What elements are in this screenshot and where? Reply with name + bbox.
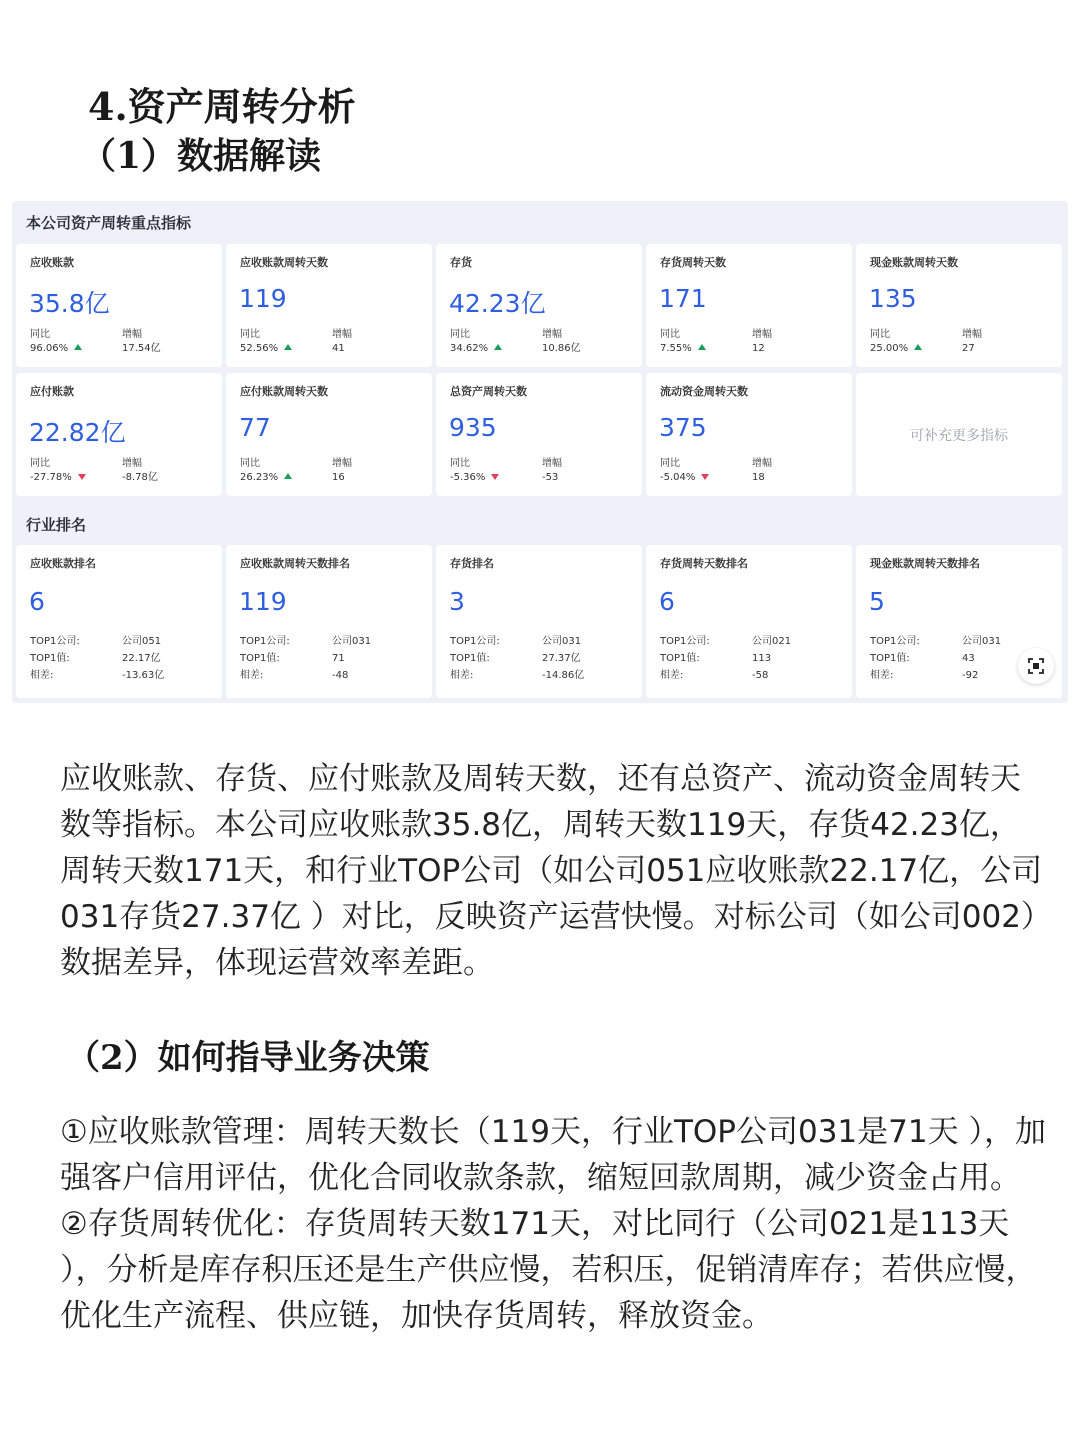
kpi-label: 存货周转天数 <box>660 256 726 269</box>
ranking-keys <box>450 633 500 684</box>
yoy-label: 同比 <box>870 329 890 340</box>
yoy-row <box>660 471 709 485</box>
yoy-value: 25.00% <box>870 343 909 354</box>
decision-item-receivables: ①应收账款管理：周转天数长（119天，行业TOP公司031是71天 ），加强客户信用评估，优化合同收款条款，缩短回款周期，减少资金占用。 <box>60 1114 1046 1196</box>
top-company-label: TOP1公司: <box>870 636 920 647</box>
arrow-up-icon <box>494 344 502 350</box>
kpi-value: 135 <box>869 284 917 313</box>
diff-value: -92 <box>962 670 979 681</box>
top-value: 27.37亿 <box>542 653 581 664</box>
kpi-card <box>436 373 642 496</box>
kpi-value: 375 <box>659 413 707 442</box>
yoy-value: 96.06% <box>30 343 69 354</box>
diff-value: -58 <box>752 670 769 681</box>
yoy-label: 同比 <box>660 329 680 340</box>
top-company: 公司031 <box>332 636 372 647</box>
yoy-value: 34.62% <box>450 343 489 354</box>
kpi-card <box>646 373 852 496</box>
kpi-card <box>436 244 642 367</box>
arrow-up-icon <box>698 344 706 350</box>
diff-label: 相差: <box>870 670 894 681</box>
kpi-label: 应付账款 <box>30 385 74 398</box>
increase-value: 41 <box>332 343 345 354</box>
kpi-increase <box>542 457 562 485</box>
kpi-increase <box>752 328 772 356</box>
ranking-keys <box>660 633 710 684</box>
increase-label: 增幅 <box>122 458 142 469</box>
yoy-row <box>450 471 499 485</box>
ranking-values <box>122 633 164 684</box>
kpi-label: 应收账款周转天数 <box>240 256 328 269</box>
yoy-value: 52.56% <box>240 343 279 354</box>
kpi-increase <box>542 328 581 356</box>
ranking-label: 应收账款周转天数排名 <box>240 557 350 570</box>
increase-value: 12 <box>752 343 765 354</box>
top-company-label: TOP1公司: <box>660 636 710 647</box>
top-value-label: TOP1值: <box>30 653 70 664</box>
diff-label: 相差: <box>240 670 264 681</box>
top-value: 43 <box>962 653 975 664</box>
kpi-yoy <box>450 457 499 485</box>
ranking-row <box>16 545 1062 698</box>
increase-value: -8.78亿 <box>122 472 158 483</box>
kpi-yoy <box>660 328 706 356</box>
kpi-value: 22.82亿 <box>29 418 126 447</box>
ranking-value: 3 <box>449 587 465 616</box>
ranking-values <box>332 633 371 684</box>
arrow-down-icon <box>701 474 709 480</box>
yoy-label: 同比 <box>240 329 260 340</box>
top-company: 公司051 <box>122 636 162 647</box>
increase-value: 10.86亿 <box>542 343 581 354</box>
top-company-label: TOP1公司: <box>450 636 500 647</box>
ranking-label: 存货排名 <box>450 557 494 570</box>
kpi-card <box>646 244 852 367</box>
yoy-row <box>240 342 292 356</box>
arrow-up-icon <box>284 344 292 350</box>
kpi-card <box>226 244 432 367</box>
placeholder-card: 可补充更多指标 <box>856 373 1062 496</box>
kpi-yoy <box>30 457 86 485</box>
increase-value: 16 <box>332 472 345 483</box>
yoy-label: 同比 <box>450 458 470 469</box>
diff-label: 相差: <box>450 670 474 681</box>
increase-label: 增幅 <box>332 458 352 469</box>
ranking-keys <box>240 633 290 684</box>
yoy-row <box>660 342 706 356</box>
increase-label: 增幅 <box>542 329 562 340</box>
ranking-value: 6 <box>29 587 45 616</box>
increase-value: 18 <box>752 472 765 483</box>
ranking-keys <box>30 633 80 684</box>
kpi-row-1 <box>16 244 1062 367</box>
increase-label: 增幅 <box>122 329 142 340</box>
kpi-yoy <box>240 328 292 356</box>
kpi-increase <box>752 457 772 485</box>
kpi-card <box>226 373 432 496</box>
kpi-label: 存货 <box>450 256 472 269</box>
kpi-increase <box>332 457 352 485</box>
increase-value: 27 <box>962 343 975 354</box>
yoy-value: -5.36% <box>450 472 486 483</box>
yoy-row <box>450 342 502 356</box>
scan-button[interactable] <box>1018 648 1054 684</box>
ranking-card <box>16 545 222 698</box>
yoy-row <box>240 471 292 485</box>
diff-label: 相差: <box>660 670 684 681</box>
top-company-label: TOP1公司: <box>240 636 290 647</box>
ranking-label: 存货周转天数排名 <box>660 557 748 570</box>
top-value: 71 <box>332 653 345 664</box>
arrow-up-icon <box>914 344 922 350</box>
ranking-values <box>542 633 584 684</box>
subheading-business-decisions: （2）如何指导业务决策 <box>66 1038 430 1078</box>
kpi-increase <box>962 328 982 356</box>
ranking-value: 5 <box>869 587 885 616</box>
top-company-label: TOP1公司: <box>30 636 80 647</box>
subheading-data-interpretation: （1）数据解读 <box>80 135 322 177</box>
yoy-label: 同比 <box>450 329 470 340</box>
yoy-row <box>30 471 86 485</box>
ranking-card <box>646 545 852 698</box>
kpi-yoy <box>240 457 292 485</box>
kpi-card <box>16 244 222 367</box>
yoy-row <box>30 342 82 356</box>
ranking-value: 119 <box>239 587 287 616</box>
increase-value: -53 <box>542 472 559 483</box>
kpi-yoy <box>30 328 82 356</box>
yoy-value: -27.78% <box>30 472 72 483</box>
kpi-yoy <box>660 457 709 485</box>
yoy-row <box>870 342 922 356</box>
section-heading: 4.资产周转分析 <box>88 84 356 129</box>
arrow-down-icon <box>78 474 86 480</box>
ranking-card <box>436 545 642 698</box>
top-company: 公司021 <box>752 636 792 647</box>
paragraph-interpretation: 应收账款、存货、应付账款及周转天数，还有总资产、流动资金周转天数等指标。本公司应收账款35.8亿，周转天数119天，存货42.23亿，周转天数171天，和行业TOP公司（如公司051应收账款22.17亿，公司031存货27.37亿 ）对比，反映资产运营快慢。对标公司（如公司002）数据差异，体现运营效率差距。 <box>60 761 1043 981</box>
dashboard-screenshot <box>12 201 1068 703</box>
kpi-row-2 <box>16 373 1062 496</box>
ranking-keys <box>870 633 920 684</box>
kpi-increase <box>122 457 158 485</box>
diff-value: -48 <box>332 670 349 681</box>
arrow-down-icon <box>491 474 499 480</box>
arrow-up-icon <box>284 473 292 479</box>
yoy-label: 同比 <box>240 458 260 469</box>
kpi-value: 119 <box>239 284 287 313</box>
kpi-label: 流动资金周转天数 <box>660 385 748 398</box>
top-value-label: TOP1值: <box>240 653 280 664</box>
kpi-increase <box>332 328 352 356</box>
yoy-label: 同比 <box>30 329 50 340</box>
diff-value: -13.63亿 <box>122 670 165 681</box>
top-company: 公司031 <box>542 636 582 647</box>
paragraph-decisions <box>60 1109 1050 1339</box>
increase-label: 增幅 <box>542 458 562 469</box>
increase-label: 增幅 <box>752 329 772 340</box>
top-value-label: TOP1值: <box>870 653 910 664</box>
diff-label: 相差: <box>30 670 54 681</box>
ranking-values <box>962 633 1001 684</box>
top-value-label: TOP1值: <box>660 653 700 664</box>
kpi-label: 应付账款周转天数 <box>240 385 328 398</box>
ranking-label: 现金账款周转天数排名 <box>870 557 980 570</box>
kpi-label: 总资产周转天数 <box>450 385 527 398</box>
kpi-value: 77 <box>239 413 271 442</box>
kpi-yoy <box>870 328 922 356</box>
yoy-value: 26.23% <box>240 472 279 483</box>
increase-label: 增幅 <box>332 329 352 340</box>
diff-value: -14.86亿 <box>542 670 585 681</box>
yoy-value: 7.55% <box>660 343 692 354</box>
top-value: 113 <box>752 653 772 664</box>
dashboard-title: 本公司资产周转重点指标 <box>26 214 192 232</box>
yoy-label: 同比 <box>30 458 50 469</box>
ranking-label: 应收账款排名 <box>30 557 96 570</box>
yoy-label: 同比 <box>660 458 680 469</box>
kpi-label: 应收账款 <box>30 256 74 269</box>
arrow-up-icon <box>74 344 82 350</box>
decision-item-inventory: ②存货周转优化：存货周转天数171天，对比同行（公司021是113天 ），分析是库存积压还是生产供应慢，若积压，促销清库存；若供应慢，优化生产流程、供应链，加快存货周转，释放资金。 <box>60 1206 1037 1334</box>
increase-value: 17.54亿 <box>122 343 161 354</box>
scan-icon <box>1028 658 1044 674</box>
top-company: 公司031 <box>962 636 1002 647</box>
kpi-value: 171 <box>659 284 707 313</box>
kpi-value: 935 <box>449 413 497 442</box>
kpi-card <box>856 244 1062 367</box>
kpi-value: 42.23亿 <box>449 289 546 318</box>
top-value: 22.17亿 <box>122 653 161 664</box>
kpi-card <box>16 373 222 496</box>
kpi-value: 35.8亿 <box>29 289 110 318</box>
kpi-yoy <box>450 328 502 356</box>
ranking-title: 行业排名 <box>26 516 87 534</box>
increase-label: 增幅 <box>752 458 772 469</box>
yoy-value: -5.04% <box>660 472 696 483</box>
kpi-increase <box>122 328 161 356</box>
increase-label: 增幅 <box>962 329 982 340</box>
ranking-value: 6 <box>659 587 675 616</box>
ranking-card <box>226 545 432 698</box>
ranking-values <box>752 633 791 684</box>
kpi-label: 现金账款周转天数 <box>870 256 958 269</box>
top-value-label: TOP1值: <box>450 653 490 664</box>
